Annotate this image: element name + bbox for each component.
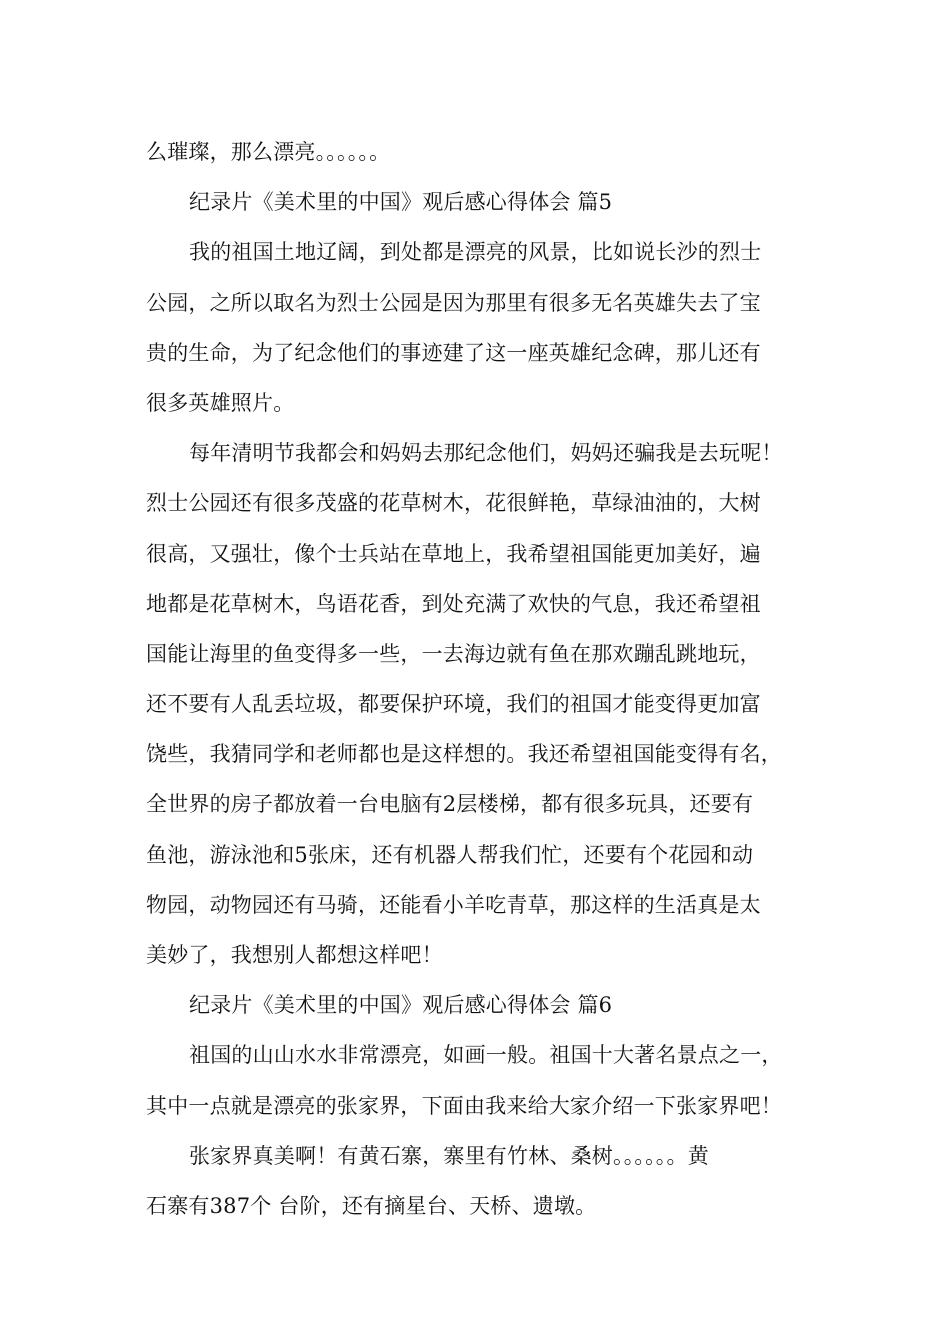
text-line: 鱼池，游泳池和5张床，还有机器人帮我们忙，还要有个花园和动 — [146, 842, 754, 867]
text-line: 么璀璨，那么漂亮。。。。。。 — [146, 140, 391, 164]
text-line: 张家界真美啊！有黄石寨，寨里有竹林、桑树。。。。。。黄 — [189, 1143, 709, 1168]
text-line: 贵的生命，为了纪念他们的事迹建了这一座英雄纪念碑，那儿还有 — [146, 340, 761, 365]
text-line: 公园，之所以取名为烈士公园是因为那里有很多无名英雄失去了宝 — [146, 290, 761, 315]
text-line: 地都是花草树木，鸟语花香，到处充满了欢快的气息，我还希望祖 — [146, 591, 761, 616]
text-line: 石寨有387个 台阶，还有摘星台、天桥、遗墩。 — [146, 1193, 597, 1218]
text-line: 物园，动物园还有马骑，还能看小羊吃青草，那这样的生活真是太 — [146, 892, 761, 917]
text-line: 国能让海里的鱼变得多一些，一去海边就有鱼在那欢蹦乱跳地玩， — [146, 641, 761, 666]
document-body — [146, 127, 826, 1231]
text-line: 其中一点就是漂亮的张家界，下面由我来给大家介绍一下张家界吧！ — [146, 1093, 782, 1118]
text-line: 烈士公园还有很多茂盛的花草树木，花很鲜艳，草绿油油的，大树 — [146, 491, 761, 516]
text-line: 每年清明节我都会和妈妈去那纪念他们，妈妈还骗我是去玩呢！ — [189, 441, 783, 466]
text-line: 很高，又强壮，像个士兵站在草地上，我希望祖国能更加美好，遍 — [146, 541, 761, 566]
text-line: 祖国的山山水水非常漂亮，如画一般。祖国十大著名景点之一， — [189, 1043, 783, 1068]
text-line: 我的祖国土地辽阔，到处都是漂亮的风景，比如说长沙的烈士 — [189, 240, 762, 265]
text-line: 美妙了，我想别人都想这样吧！ — [146, 943, 443, 967]
text-line: 还不要有人乱丢垃圾，都要保护环境，我们的祖国才能变得更加富 — [146, 692, 761, 717]
text-line: 饶些，我猜同学和老师都也是这样想的。我还希望祖国能变得有名， — [146, 742, 782, 767]
section-heading-6: 纪录片《美术里的中国》观后感心得体会 篇6 — [189, 993, 613, 1018]
text-line: 很多英雄照片。 — [146, 390, 295, 415]
text-line: 全世界的房子都放着一台电脑有2层楼梯，都有很多玩具，还要有 — [146, 792, 754, 817]
section-heading-5: 纪录片《美术里的中国》观后感心得体会 篇5 — [189, 190, 613, 215]
